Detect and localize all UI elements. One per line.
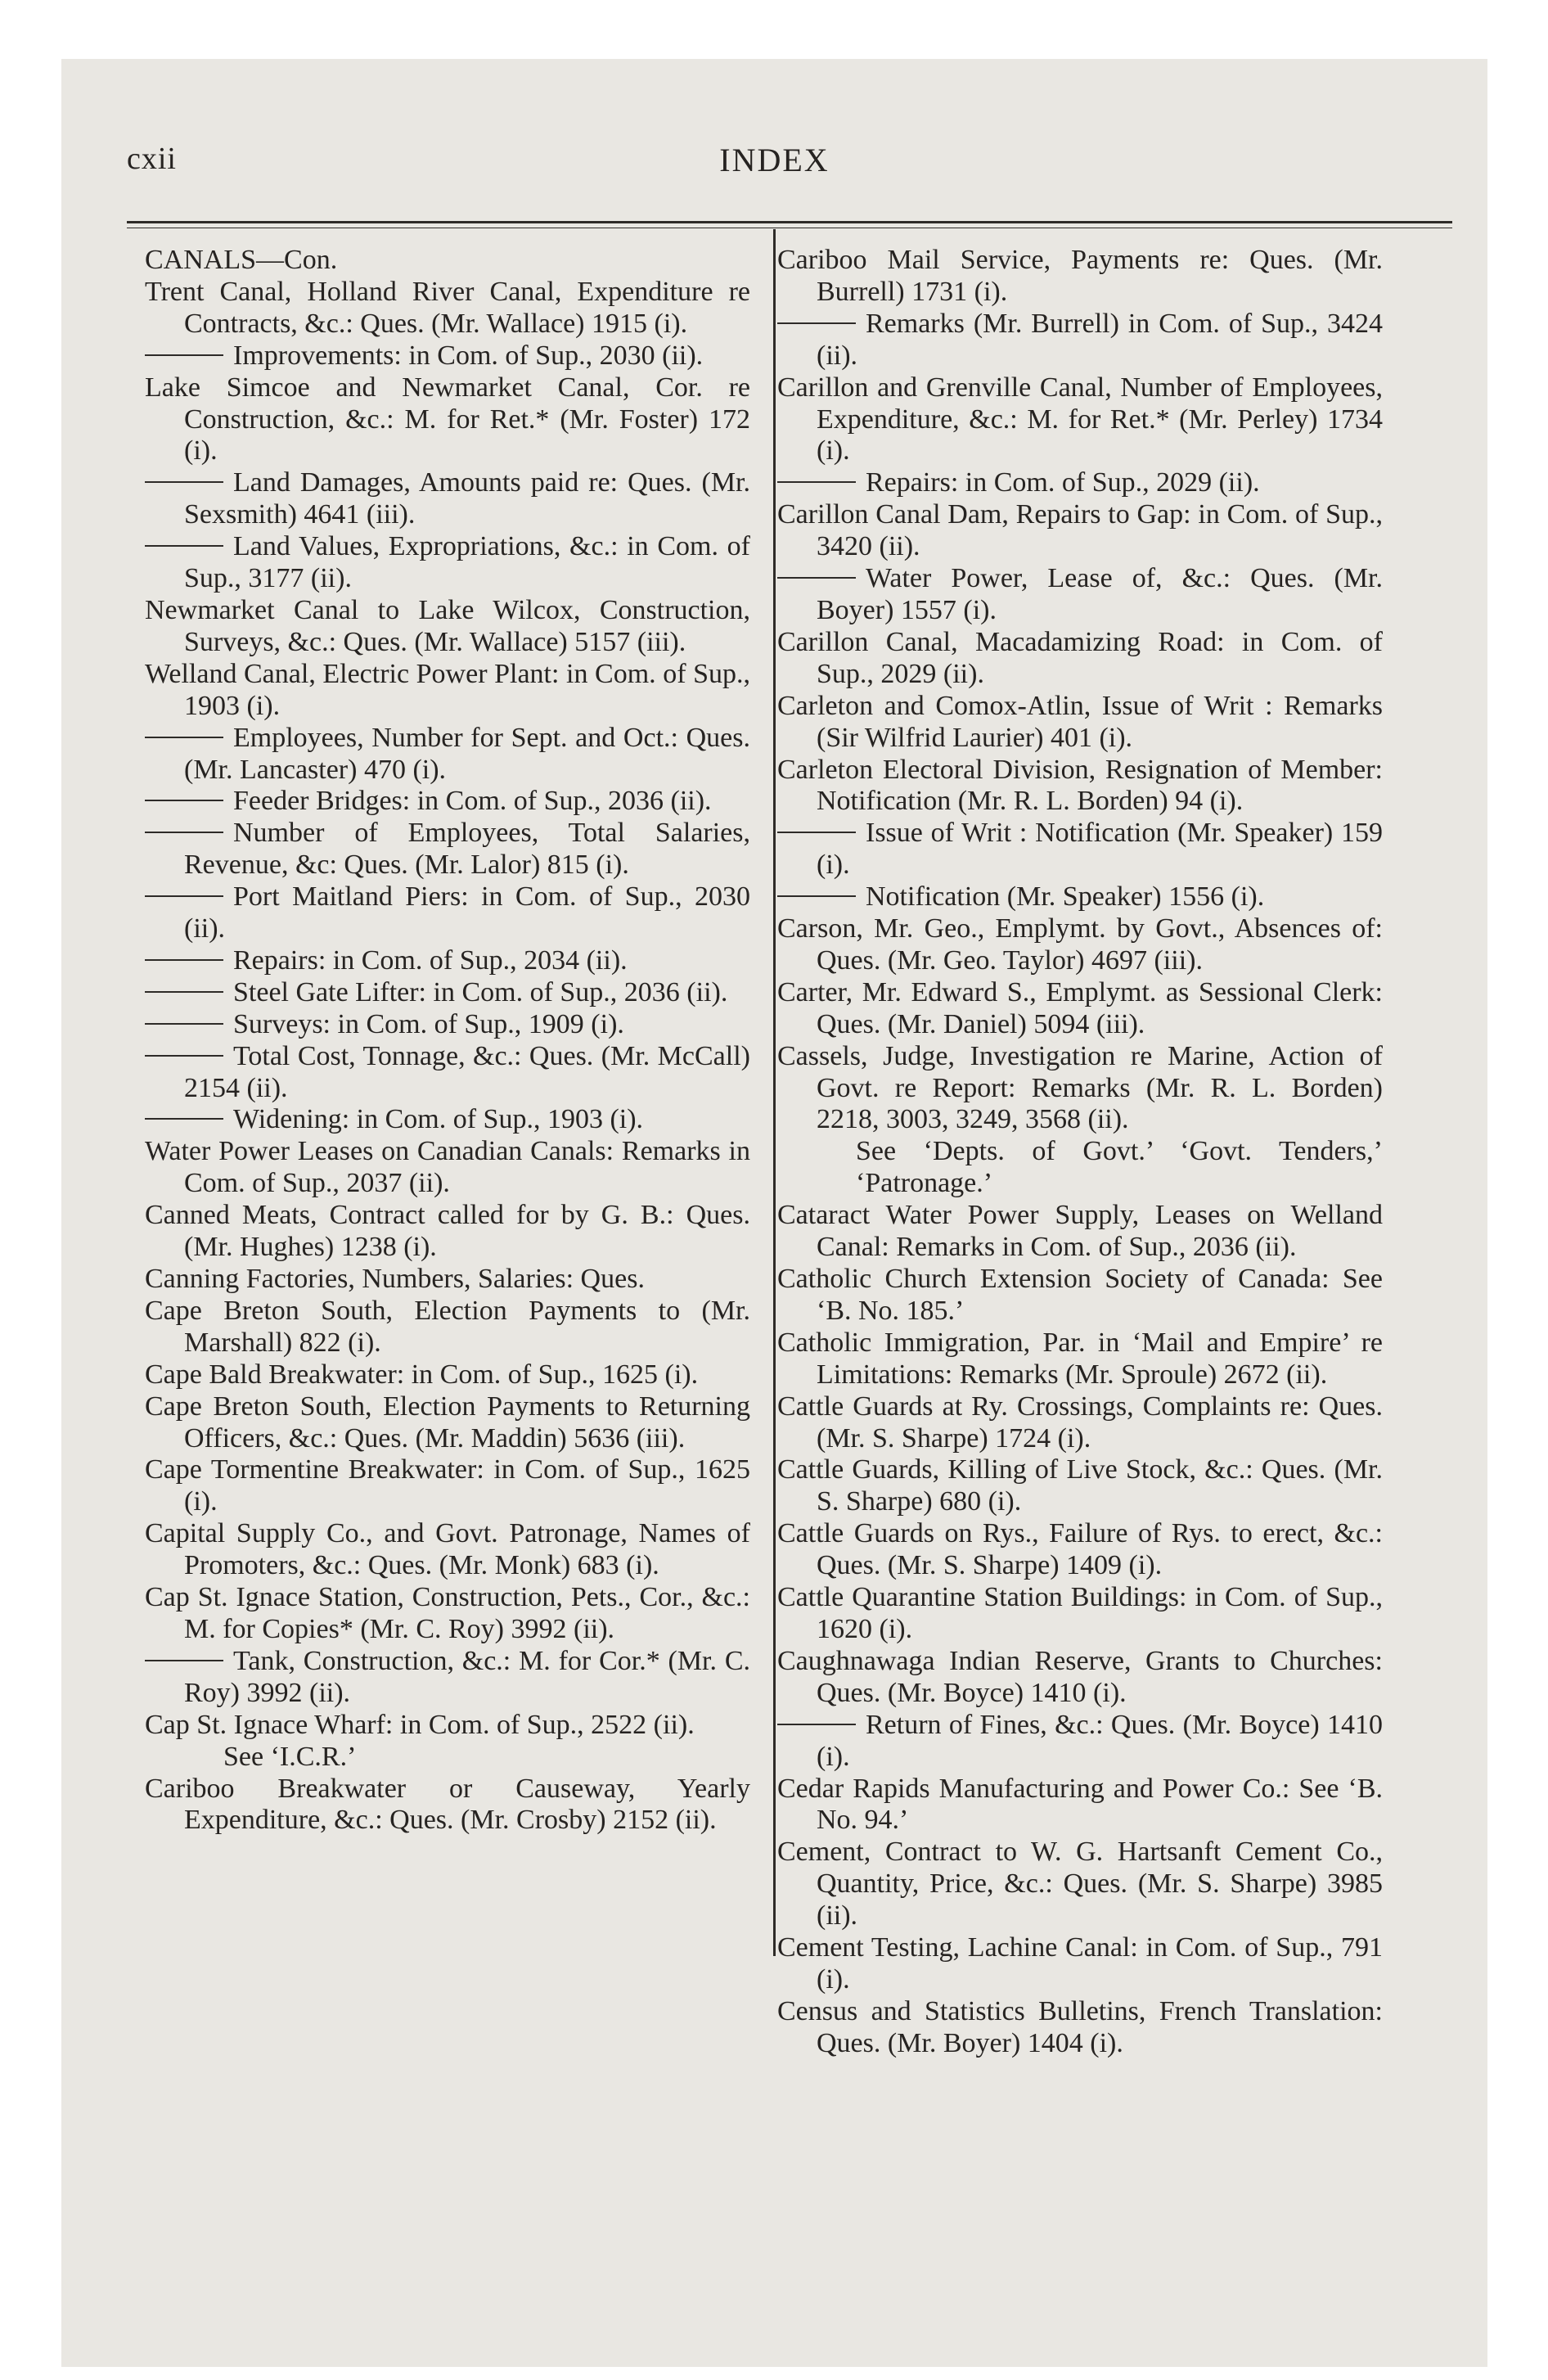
page-number: cxii [127, 142, 177, 176]
ditto-dash [145, 1118, 223, 1120]
entry-text: Feeder Bridges: in Com. of Sup., 2036 (ii). [233, 786, 712, 817]
ditto-dash [777, 832, 856, 833]
ditto-dash [145, 545, 223, 547]
index-heading-entry: Canned Meats, Contract called for by G. B.: Ques. (Mr. Hughes) 1238 (i). [145, 1200, 750, 1263]
ditto-dash [777, 1724, 856, 1725]
entry-text: Land Values, Expropriations, &c.: in Com. of Sup., 3177 (ii). [184, 531, 750, 594]
index-entry: Trent Canal, Holland River Canal, Expenditure re Contracts, &c.: Ques. (Mr. Wallace) 1915 (i). [145, 276, 750, 339]
ditto-dash [777, 577, 856, 579]
see-also-reference: See ‘Depts. of Govt.’ ‘Govt. Tenders,’ ‘Patronage.’ [856, 1136, 1383, 1199]
index-heading-entry: Cedar Rapids Manufacturing and Power Co.: See ‘B. No. 94.’ [777, 1773, 1383, 1836]
index-subentry [777, 1710, 1383, 1774]
ditto-dash [145, 737, 223, 738]
ditto-dash [145, 800, 223, 801]
index-page [61, 59, 1487, 2367]
index-heading-entry: Catholic Church Extension Society of Canada: See ‘B. No. 185.’ [777, 1264, 1383, 1326]
entry-text: Remarks (Mr. Burrell) in Com. of Sup., 3424 (ii). [817, 308, 1383, 371]
entry-text: Repairs: in Com. of Sup., 2029 (ii). [866, 467, 1260, 498]
header-rule-thick [127, 221, 1452, 223]
entry-text: Surveys: in Com. of Sup., 1909 (i). [233, 1008, 624, 1039]
index-heading-entry: Capital Supply Co., and Govt. Patronage, Names of Promoters, &c.: Ques. (Mr. Monk) 683 (i). [145, 1518, 750, 1581]
index-heading-entry: Cement Testing, Lachine Canal: in Com. of Sup., 791 (i). [777, 1932, 1383, 1995]
ditto-dash [145, 959, 223, 961]
entry-text: Total Cost, Tonnage, &c.: Ques. (Mr. McCall) 2154 (ii). [184, 1040, 750, 1103]
index-subentry [145, 723, 750, 787]
index-subentry [145, 1041, 750, 1105]
ditto-dash [777, 322, 856, 324]
see-also-reference: See ‘I.C.R.’ [223, 1741, 357, 1772]
index-heading-entry: Carson, Mr. Geo., Emplymt. by Govt., Absences of: Ques. (Mr. Geo. Taylor) 4697 (iii). [777, 913, 1383, 976]
entry-text: Issue of Writ : Notification (Mr. Speaker) 159 (i). [817, 818, 1383, 881]
index-heading-entry: Catholic Immigration, Par. in ‘Mail and Empire’ re Limitations: Remarks (Mr. Sproule) 2672 (ii). [777, 1327, 1383, 1390]
entry-text: Tank, Construction, &c.: M. for Cor.* (Mr. C. Roy) 3992 (ii). [184, 1645, 750, 1708]
page-title: INDEX [719, 142, 830, 178]
index-heading-entry: Cape Breton South, Election Payments to Returning Officers, &c.: Ques. (Mr. Maddin) 5636 (iii). [145, 1391, 750, 1454]
index-heading-entry: Cement, Contract to W. G. Hartsanft Cement Co., Quantity, Price, &c.: Ques. (Mr. S. Sharpe) 3985 (ii). [777, 1837, 1383, 1931]
entry-text: Steel Gate Lifter: in Com. of Sup., 2036 (ii). [233, 976, 728, 1007]
index-heading-entry: Cariboo Breakwater or Causeway, Yearly Expenditure, &c.: Ques. (Mr. Crosby) 2152 (ii). [145, 1773, 750, 1836]
entry-text: Notification (Mr. Speaker) 1556 (i). [866, 881, 1265, 913]
entry-text: Widening: in Com. of Sup., 1903 (i). [233, 1104, 644, 1135]
index-heading-entry: Cap St. Ignace Station, Construction, Pets., Cor., &c.: M. for Copies* (Mr. C. Roy) 3992 (ii). [145, 1582, 750, 1644]
index-heading-entry: Cape Tormentine Breakwater: in Com. of Sup., 1625 (i). [145, 1454, 750, 1517]
index-heading-entry: Carleton and Comox-Atlin, Issue of Writ : Remarks (Sir Wilfrid Laurier) 401 (i). [777, 690, 1383, 753]
index-subentry [777, 881, 1383, 913]
entry-text: Return of Fines, &c.: Ques. (Mr. Boyce) 1410 (i). [817, 1709, 1383, 1772]
index-subentry [145, 1646, 750, 1710]
index-heading-entry: Cap St. Ignace Wharf: in Com. of Sup., 2522 (ii). [145, 1709, 695, 1740]
index-heading-entry: CANALS—Con. [145, 245, 338, 275]
ditto-dash [777, 481, 856, 483]
entry-text: Number of Employees, Total Salaries, Revenue, &c: Ques. (Mr. Lalor) 815 (i). [184, 818, 750, 881]
index-heading-entry: Census and Statistics Bulletins, French Translation: Ques. (Mr. Boyer) 1404 (i). [777, 1995, 1383, 2058]
ditto-dash [145, 895, 223, 897]
index-subentry [145, 881, 750, 945]
right-column [777, 245, 1383, 2060]
index-subentry [145, 1104, 750, 1136]
index-heading-entry: Cattle Guards at Ry. Crossings, Complaints re: Ques. (Mr. S. Sharpe) 1724 (i). [777, 1391, 1383, 1454]
index-heading-entry: Canning Factories, Numbers, Salaries: Ques. [145, 1264, 645, 1294]
index-heading-entry: Cataract Water Power Supply, Leases on Welland Canal: Remarks in Com. of Sup., 2036 (ii). [777, 1200, 1383, 1263]
entry-text: Repairs: in Com. of Sup., 2034 (ii). [233, 944, 628, 976]
entry-text: Improvements: in Com. of Sup., 2030 (ii). [233, 340, 704, 371]
index-entry: Water Power Leases on Canadian Canals: Remarks in Com. of Sup., 2037 (ii). [145, 1136, 750, 1199]
index-subentry [777, 467, 1383, 499]
ditto-dash [145, 354, 223, 356]
index-subentry [145, 340, 750, 372]
index-heading-entry: Cape Breton South, Election Payments to (Mr. Marshall) 822 (i). [145, 1295, 750, 1358]
index-heading-entry: Carleton Electoral Division, Resignation of Member: Notification (Mr. R. L. Borden) 94 (i). [777, 754, 1383, 817]
index-subentry [145, 818, 750, 881]
index-heading-entry: Cattle Guards, Killing of Live Stock, &c.: Ques. (Mr. S. Sharpe) 680 (i). [777, 1454, 1383, 1517]
index-heading-entry: Carillon and Grenville Canal, Number of Employees, Expenditure, &c.: M. for Ret.* (Mr. Perley) 1734 (i). [777, 372, 1383, 467]
ditto-dash [145, 481, 223, 483]
ditto-dash [145, 1023, 223, 1025]
index-subentry [145, 945, 750, 977]
index-subentry [145, 467, 750, 531]
entry-text: Water Power, Lease of, &c.: Ques. (Mr. Boyer) 1557 (i). [817, 563, 1383, 625]
index-subentry [145, 531, 750, 595]
index-heading-entry: Cattle Guards on Rys., Failure of Rys. to erect, &c.: Ques. (Mr. S. Sharpe) 1409 (i). [777, 1518, 1383, 1581]
index-heading-entry: Cape Bald Breakwater: in Com. of Sup., 1625 (i). [145, 1359, 699, 1390]
left-column [145, 245, 750, 1837]
index-subentry [777, 309, 1383, 372]
index-subentry [145, 977, 750, 1009]
index-subentry [145, 786, 750, 818]
index-heading-entry: Cariboo Mail Service, Payments re: Ques. (Mr. Burrell) 1731 (i). [777, 245, 1383, 307]
index-entry: Welland Canal, Electric Power Plant: in Com. of Sup., 1903 (i). [145, 658, 750, 721]
index-heading-entry: Cassels, Judge, Investigation re Marine, Action of Govt. re Report: Remarks (Mr. R. L. Borden) 2218, 3003, 3249, 3568 (ii). [777, 1040, 1383, 1135]
column-divider [773, 229, 776, 1956]
index-subentry [145, 1009, 750, 1041]
ditto-dash [145, 991, 223, 993]
entry-text: Port Maitland Piers: in Com. of Sup., 2030 (ii). [184, 881, 750, 944]
index-heading-entry: Carillon Canal, Macadamizing Road: in Com. of Sup., 2029 (ii). [777, 626, 1383, 689]
ditto-dash [777, 895, 856, 897]
index-entry: Lake Simcoe and Newmarket Canal, Cor. re Construction, &c.: M. for Ret.* (Mr. Foster) 172 (i). [145, 372, 750, 467]
index-subentry [777, 818, 1383, 881]
ditto-dash [145, 1660, 223, 1661]
index-entry: Newmarket Canal to Lake Wilcox, Construction, Surveys, &c.: Ques. (Mr. Wallace) 5157 (iii). [145, 594, 750, 657]
index-subentry [777, 563, 1383, 627]
ditto-dash [145, 1055, 223, 1057]
index-heading-entry: Cattle Quarantine Station Buildings: in Com. of Sup., 1620 (i). [777, 1582, 1383, 1644]
entry-text: Employees, Number for Sept. and Oct.: Ques. (Mr. Lancaster) 470 (i). [184, 722, 750, 785]
entry-text: Land Damages, Amounts paid re: Ques. (Mr. Sexsmith) 4641 (iii). [184, 467, 750, 530]
index-heading-entry: Carter, Mr. Edward S., Emplymt. as Sessional Clerk: Ques. (Mr. Daniel) 5094 (iii). [777, 976, 1383, 1039]
index-heading-entry: Caughnawaga Indian Reserve, Grants to Churches: Ques. (Mr. Boyce) 1410 (i). [777, 1645, 1383, 1708]
ditto-dash [145, 832, 223, 833]
index-heading-entry: Carillon Canal Dam, Repairs to Gap: in Com. of Sup., 3420 (ii). [777, 499, 1383, 562]
